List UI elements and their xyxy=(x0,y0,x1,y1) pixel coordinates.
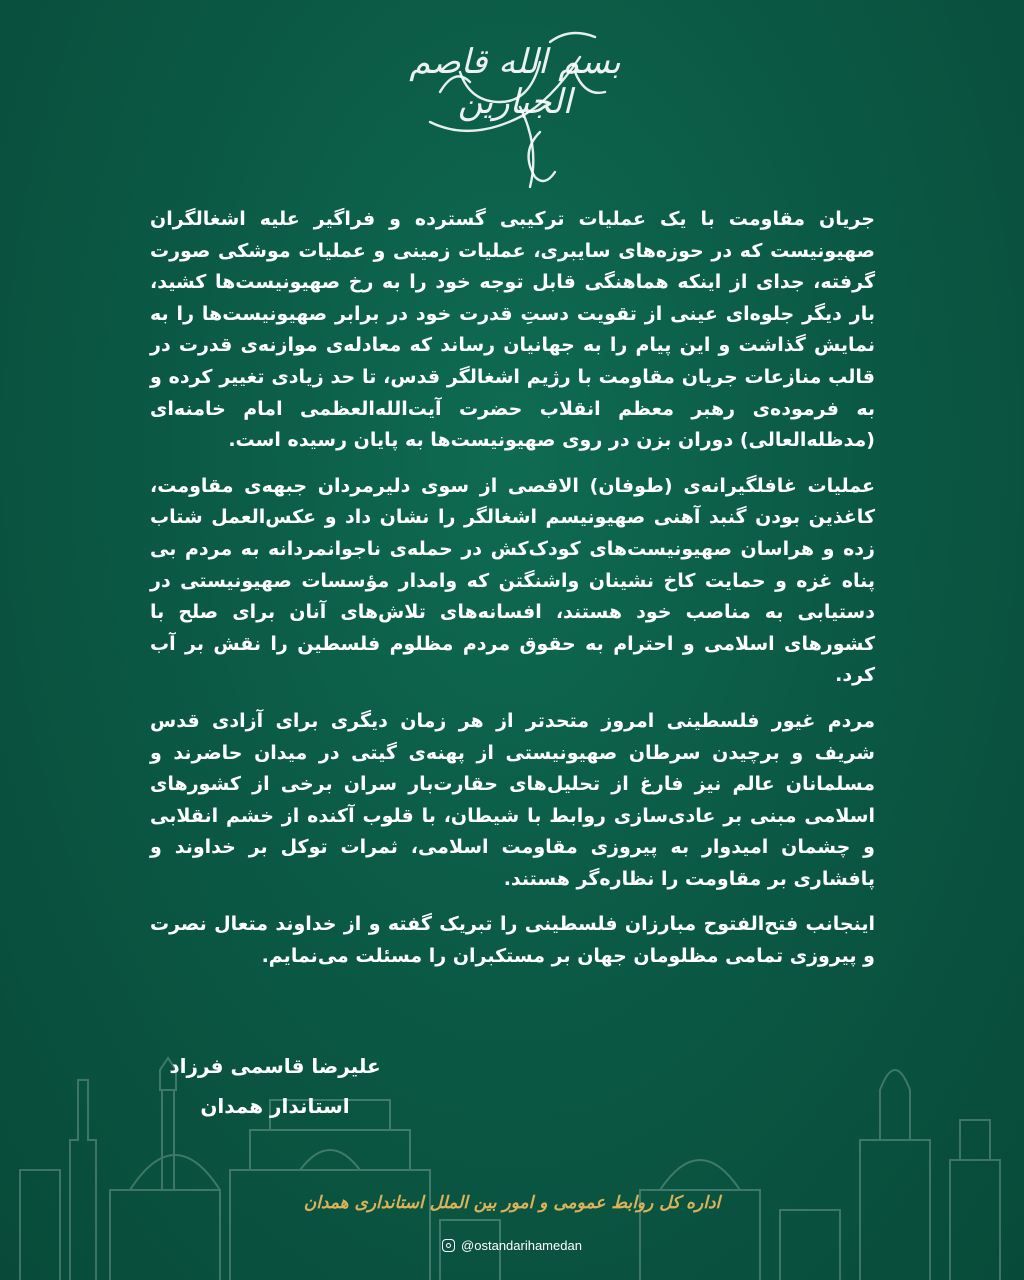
signature-block xyxy=(160,1046,390,1126)
letter-paragraph: مردم غیور فلسطینی امروز متحدتر از هر زمان دیگری برای آزادی قدس شریف و برچیدن سرطان صهیونیستی از پهنه‌ی گیتی در میدان حاضرند و مسلمانان عالم نیز فارغ از تحلیل‌های حقارت‌بار سران برخی از کشورهای اسلامی مبنی بر عادی‌سازی روابط با شیطان، با قلوب آکنده از خشم انقلابی و چشمان امیدوار به پیروزی مقاومت اسلامی، ثمرات توکل بر خداوند و پافشاری بر مقاومت را نظاره‌گر هستند. xyxy=(150,709,875,890)
department-name: اداره کل روابط عمومی و امور بین الملل استانداری همدان xyxy=(303,1193,721,1213)
letter-paragraph: اینجانب فتح‌الفتوح مبارزان فلسطینی را تبریک گفته و از خداوند متعال نصرت و پیروزی تمامی مظلومان جهان بر مستکبران را مسئلت می‌نمایم. xyxy=(150,913,875,968)
calligraphy-text: بسم الله قاصم الجبارین xyxy=(409,42,621,122)
signer-name: علیرضا قاسمی فرزاد xyxy=(169,1054,381,1078)
instagram-handle[interactable]: @ostandarihamedan xyxy=(461,1238,582,1253)
letter-body xyxy=(150,204,875,987)
letter-paragraph: جریان مقاومت با یک عملیات ترکیبی گسترده و فراگیر علیه اشغالگران صهیونیست که در حوزه‌های سایبری، عملیات زمینی و عملیات موشکی صورت گرفته، جدای از اینکه هماهنگی قابل توجه خود را به رخ صهیونیست‌ها کشید، بار دیگر جلوه‌ای عینی از تقویت دستِ قدرت خود در برابر صهیونیست‌ها را به نمایش گذاشت و این پیام را به جهانیان رساند که معادله‌ی موازنه‌ی قدرت در قالب منازعات جریان مقاومت با رژیم اشغالگر قدس، تا حد زیادی تغییر کرده و به فرموده‌ی رهبر معظم انقلاب حضرت آیت‌الله‌العظمی امام خامنه‌ای (مدظله‌العالی) دوران بزن در روی صهیونیست‌ها به پایان رسیده است. xyxy=(150,208,875,452)
signer-title: استاندار همدان xyxy=(200,1094,350,1118)
instagram-icon xyxy=(442,1239,455,1252)
letter-paragraph: عملیات غافلگیرانه‌ی (طوفان) الاقصی از سوی دلیرمردان جبهه‌ی مقاومت، کاغذین بودن گنبد آهنی صهیونیسم اشغالگر را نشان داد و عکس‌العمل شتاب زده و هراسان صهیونیست‌های کودک‌کش در حمله‌ی ناجوانمردانه به مردم بی پناه غزه و حمایت کاخ نشینان واشنگتن که وامدار مؤسسات صهیونیستی در دستیابی به مناصب خود هستند، افسانه‌های تلاش‌های آنان برای صلح با کشورهای اسلامی و احترام به حقوق مردم مظلوم فلسطین را نقش بر آب کرد. xyxy=(150,474,875,687)
social-handle[interactable] xyxy=(0,1238,1024,1253)
calligraphy-logo xyxy=(400,12,630,192)
